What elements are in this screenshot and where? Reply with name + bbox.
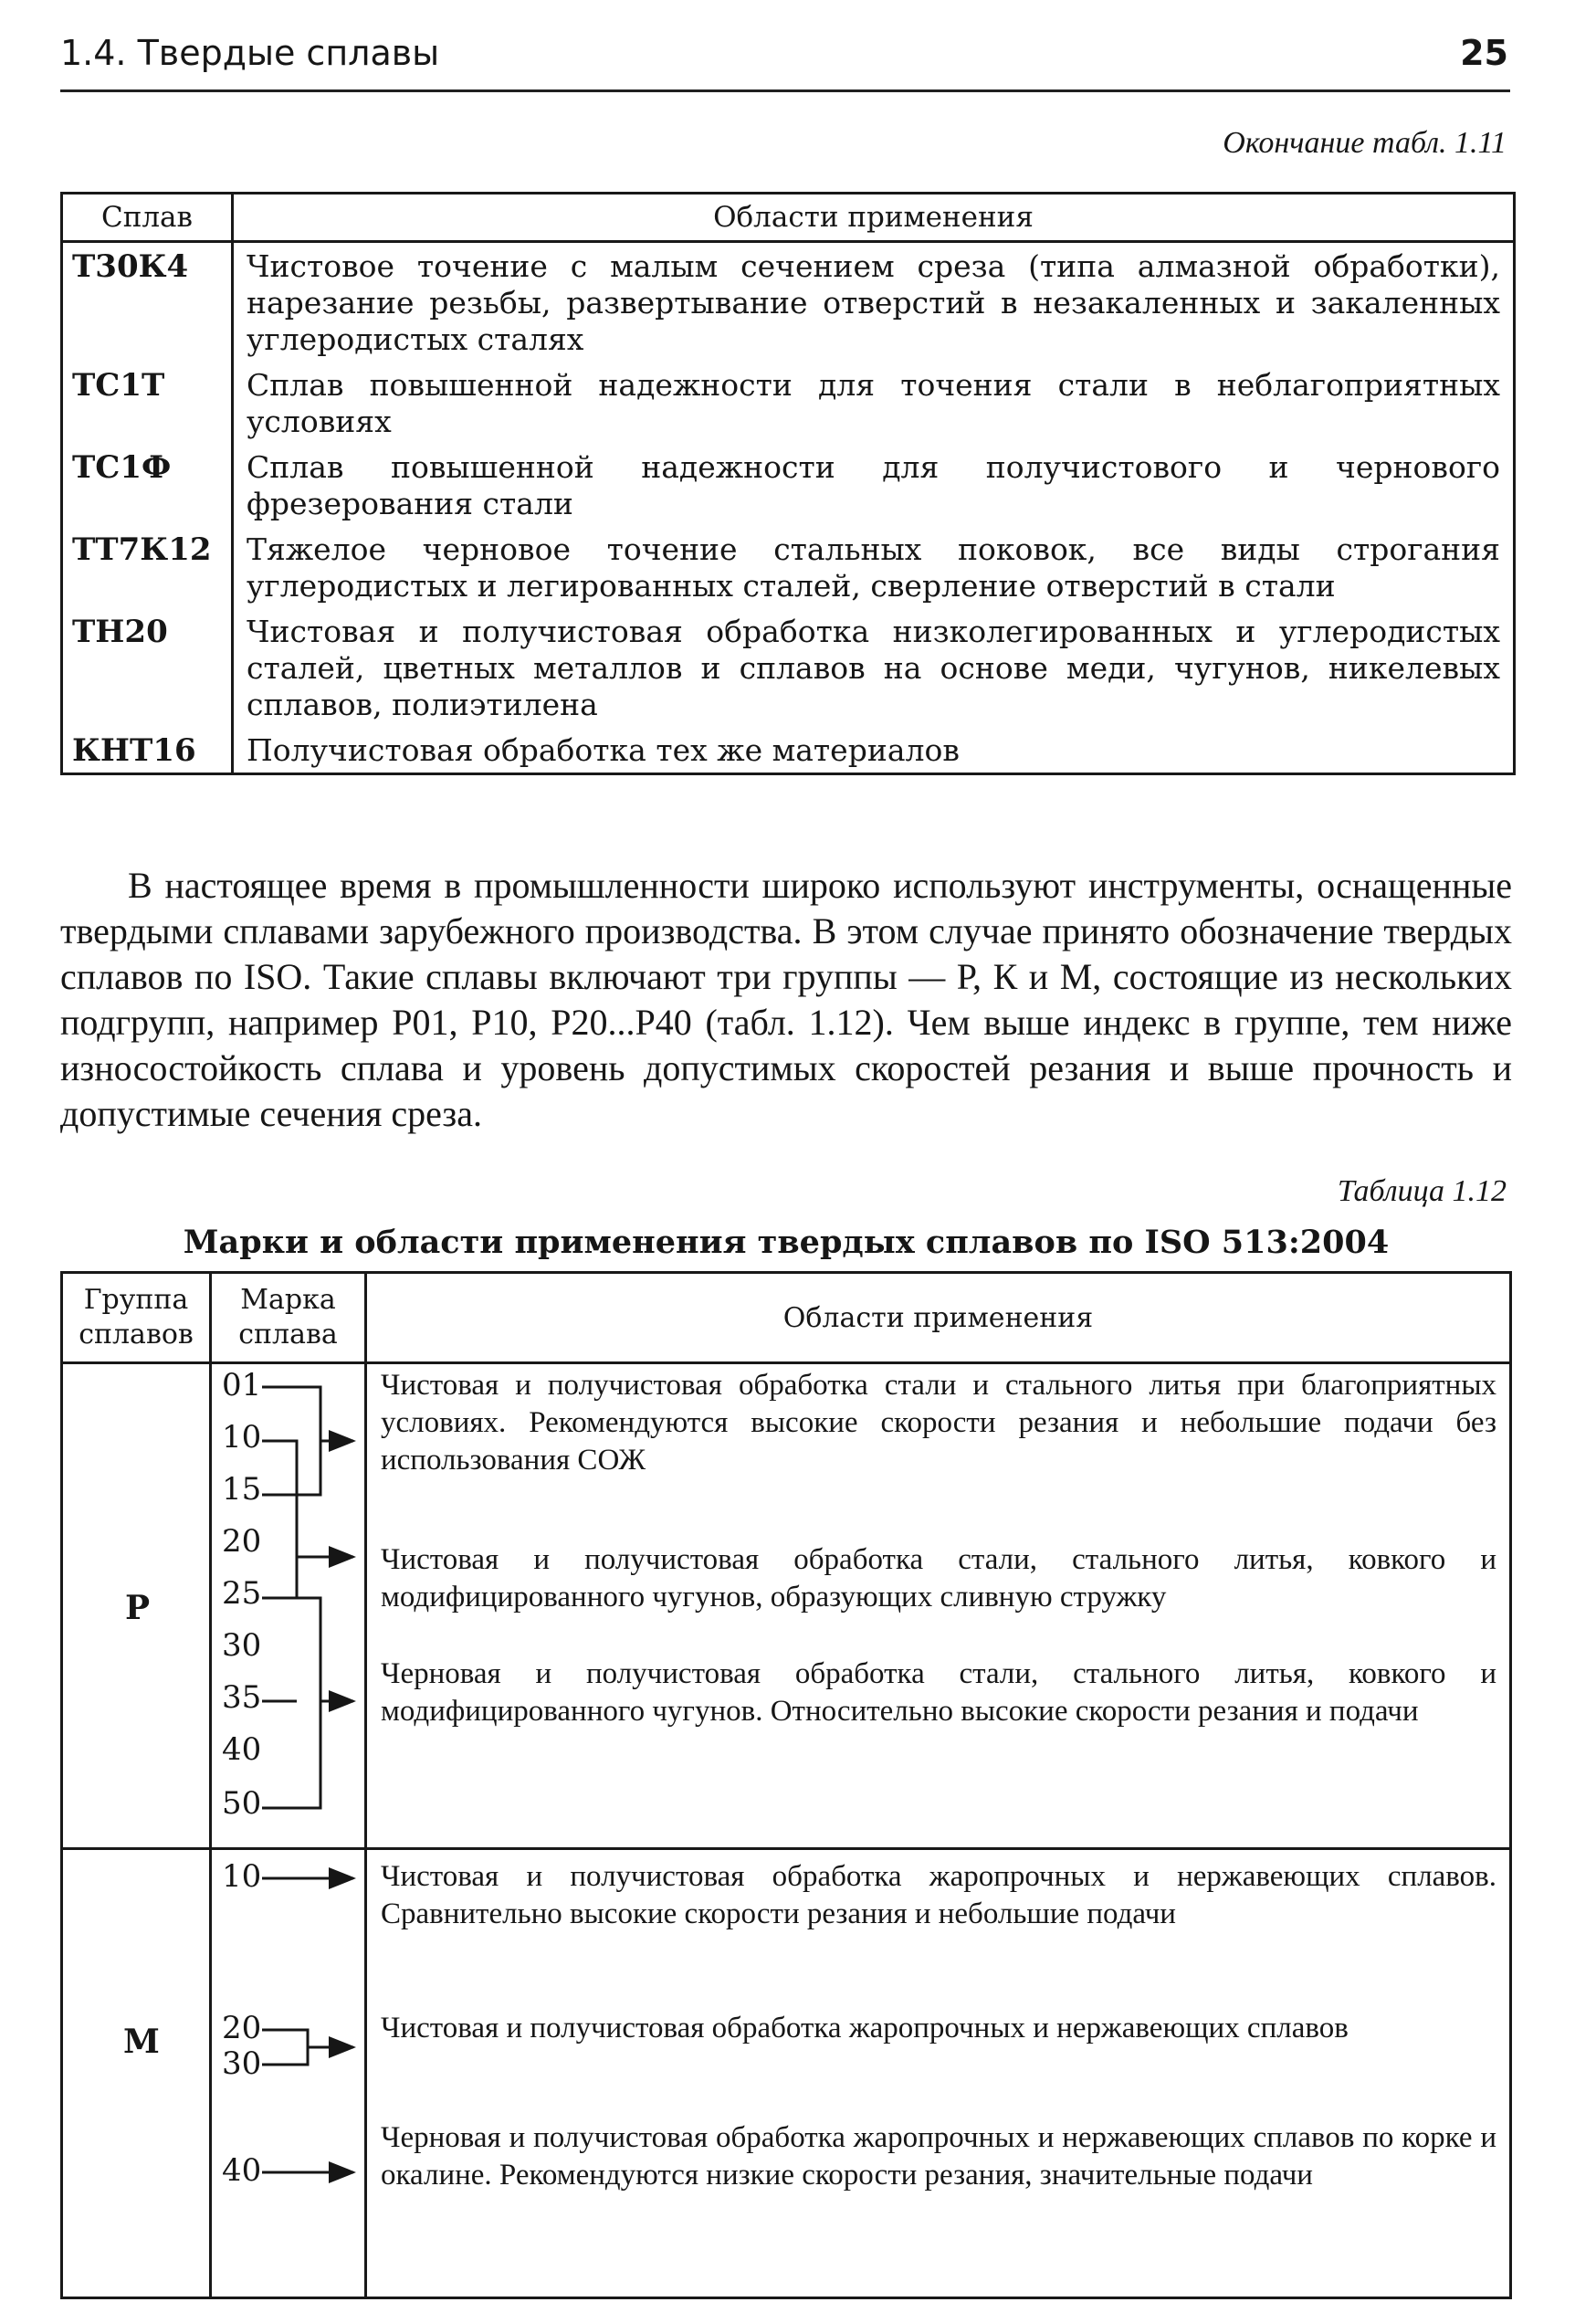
page-number: 25 <box>1460 33 1508 73</box>
mark-label: 40 <box>222 2152 262 2189</box>
mark-label: 15 <box>222 1471 262 1508</box>
alloy-name: ТТ7К12 <box>72 531 212 568</box>
mark-label: 20 <box>222 1523 262 1560</box>
table1-col-alloy: Сплав <box>63 194 234 240</box>
use-description: Черновая и получистовая обработка жаропрочных и нержавеющих сплавов по корке и окалине. Рекомендуются низкие скорости резания, значительные подачи <box>381 2121 1496 2192</box>
mark-label: 30 <box>222 2045 262 2082</box>
table1-header-row <box>63 194 1513 243</box>
body-paragraph: В настоящее время в промышленности широко используют инструменты, оснащенные твердыми сплавами зарубежного производства. В этом случае принято обозначение твердых сплавов по ISO. Такие сплавы включают три группы — Р, К и М, состоящие из нескольких подгрупп, например Р01, Р10, Р20...Р40 (табл. 1.12). Чем выше индекс в группе, тем ниже износостойкость сплава и уровень допустимых скоростей резания и выше прочность и допустимые сечения среза. <box>60 865 1512 1134</box>
table1-body <box>63 243 1513 773</box>
table-row <box>63 526 1513 608</box>
mark-label: 10 <box>222 1858 262 1895</box>
use-description: Чистовая и получистовая обработка стали, стального литья, ковкого и модифицированного чугунов, образующих сливную стружку <box>381 1543 1496 1614</box>
mark-label: 20 <box>222 2010 262 2046</box>
alloy-use: Чистовое точение с малым сечением среза (типа алмазной обработки), нарезание резьбы, развертывание отверстий в незакаленных и закаленных углеродистых сталях <box>231 243 1513 362</box>
alloy-use: Получистовая обработка тех же материалов <box>231 727 1513 773</box>
table2-col-mark: Марка сплава <box>238 1284 338 1351</box>
table1-col-use: Области применения <box>713 201 1034 234</box>
alloy-name: ТС1Т <box>72 367 165 404</box>
alloy-use: Тяжелое черновое точение стальных поковок, все виды строгания углеродистых и легированных сталей, сверление отверстий в стали <box>231 526 1513 608</box>
mark-label: 30 <box>222 1627 262 1664</box>
table-row <box>63 727 1513 773</box>
mark-bracket-arrows <box>63 1274 1515 2302</box>
table2-col-use: Области применения <box>782 1302 1094 1334</box>
mark-label: 25 <box>222 1575 262 1612</box>
use-description: Чистовая и получистовая обработка стали и стального литья при благоприятных условиях. Рекомендуются высокие скорости резания и небольшие подачи без использования СОЖ <box>381 1369 1496 1477</box>
alloy-name: ТН20 <box>72 614 168 650</box>
mark-label: 50 <box>222 1785 262 1822</box>
use-description: Чистовая и получистовая обработка жаропрочных и нержавеющих сплавов <box>381 2012 1349 2044</box>
table-1-11 <box>60 192 1516 775</box>
alloy-use: Сплав повышенной надежности для получистового и чернового фрезерования стали <box>231 444 1513 526</box>
table-1-12 <box>60 1271 1512 2299</box>
header-rule <box>60 89 1510 92</box>
table2-label: Таблица 1.12 <box>1337 1174 1507 1208</box>
alloy-use: Чистовая и получистовая обработка низколегированных и углеродистых сталей, цветных металлов и сплавов на основе меди, чугунов, никелевых сплавов, полиэтилена <box>231 608 1513 727</box>
table2-col-group: Группа сплавов <box>79 1284 194 1351</box>
mark-label: 35 <box>222 1679 262 1716</box>
use-description: Чистовая и получистовая обработка жаропрочных и нержавеющих сплавов. Сравнительно высокие скорости резания и небольшие подачи <box>381 1860 1496 1930</box>
table-row <box>63 608 1513 727</box>
section-title: 1.4. Твердые сплавы <box>60 33 440 73</box>
alloy-name: ТС1Ф <box>72 449 172 486</box>
use-description: Черновая и получистовая обработка стали, стального литья, ковкого и модифицированного чугунов. Относительно высокие скорости резания и подачи <box>381 1657 1496 1728</box>
mark-label: 01 <box>222 1367 262 1403</box>
table-row <box>63 243 1513 362</box>
table-row <box>63 362 1513 444</box>
table2-title: Марки и области применения твердых сплавов по ISO 513:2004 <box>183 1224 1390 1261</box>
group-label-m: М <box>123 2023 160 2061</box>
group-label-p: Р <box>125 1589 151 1627</box>
mark-label: 40 <box>222 1731 262 1768</box>
alloy-name: КНТ16 <box>72 732 196 769</box>
table1-caption: Окончание табл. 1.11 <box>1223 126 1507 160</box>
mark-label: 10 <box>222 1419 262 1456</box>
alloy-name: Т30К4 <box>72 248 189 285</box>
table-row <box>63 444 1513 526</box>
alloy-use: Сплав повышенной надежности для точения стали в неблагоприятных условиях <box>231 362 1513 444</box>
